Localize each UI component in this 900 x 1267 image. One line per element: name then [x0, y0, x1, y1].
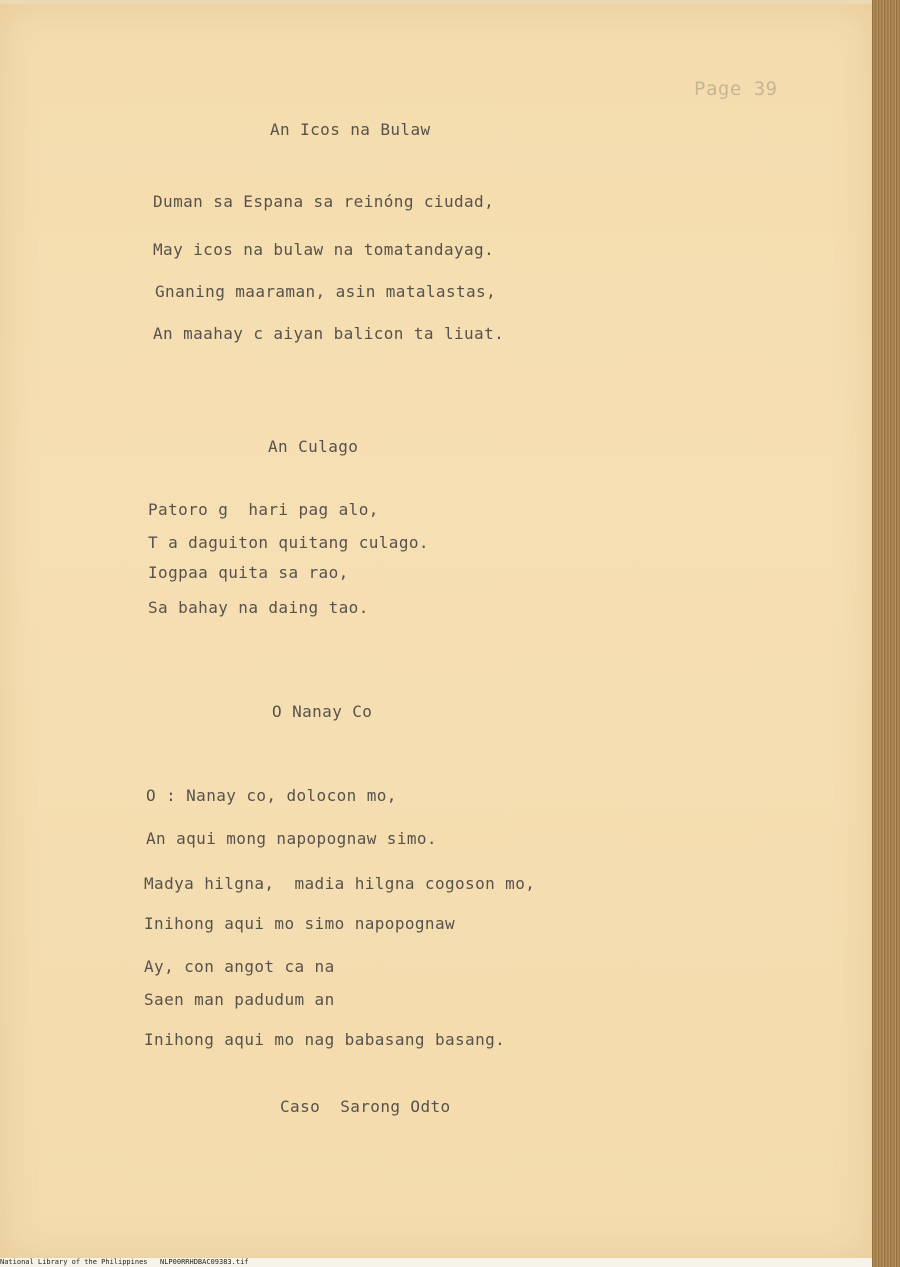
poem-line: Iogpaa quita sa rao, [148, 563, 349, 582]
poem-title: O Nanay Co [272, 702, 373, 721]
scan-footer [0, 1258, 872, 1267]
poem-title: An Culago [268, 437, 359, 456]
poem-line: Patoro g hari pag alo, [148, 500, 379, 519]
poem-line: Saen man padudum an [144, 990, 335, 1009]
poem-line: Inihong aqui mo simo napopognaw [144, 914, 456, 933]
poem-line: T a daguiton quitang culago. [148, 533, 429, 552]
page-number: Page 39 [694, 78, 778, 100]
poem-line: Gnaning maaraman, asin matalastas, [155, 282, 497, 301]
poem-line: O : Nanay co, dolocon mo, [146, 786, 397, 805]
poem-line: Ay, con angot ca na [144, 957, 335, 976]
book-page-edge [872, 0, 900, 1267]
poem-line: May icos na bulaw na tomatandayag. [153, 240, 495, 259]
poem-line: Duman sa Espana sa reinóng ciudad, [153, 192, 495, 211]
poem-line: Inihong aqui mo nag babasang basang. [144, 1030, 506, 1049]
poem-line: Madya hilgna, madia hilgna cogoson mo, [144, 874, 536, 893]
poem-title: Caso Sarong Odto [280, 1097, 451, 1116]
footer-filename: NLP00RRHDBAC09383.tif [160, 1258, 249, 1266]
poem-line: An maahay c aiyan balicon ta liuat. [153, 324, 505, 343]
poem-title: An Icos na Bulaw [270, 120, 431, 139]
poem-line: An aqui mong napopognaw simo. [146, 829, 437, 848]
poem-line: Sa bahay na daing tao. [148, 598, 369, 617]
footer-library: National Library of the Philippines [0, 1258, 148, 1266]
